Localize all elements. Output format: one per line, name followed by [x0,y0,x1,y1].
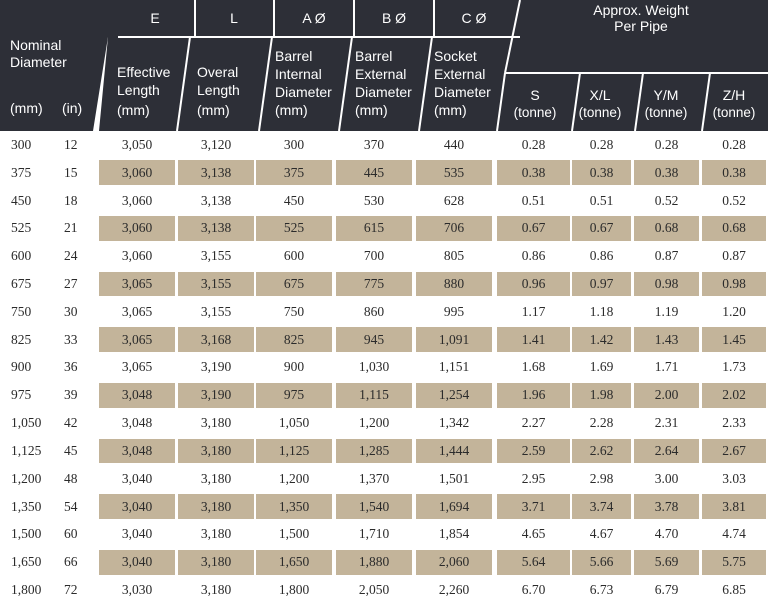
cell-socket-external-diameter: 1,501 [438,470,470,486]
table-row [0,326,768,354]
cell-barrel-internal-diameter: 1,500 [278,526,310,542]
cell-nominal-mm: 1,650 [11,554,42,570]
cell-nominal-in: 36 [64,359,78,375]
svg-text:(mm): (mm) [197,102,230,118]
cell-overal-length: 3,180 [200,415,232,431]
svg-text:(tonne): (tonne) [513,105,557,120]
cell-nominal-mm: 900 [11,359,32,375]
svg-text:Socket: Socket [434,48,477,64]
cell-nominal-in: 39 [64,387,78,403]
cell-weight-zh: 2.33 [722,415,746,431]
cell-weight-xl: 1.69 [589,359,614,375]
cell-socket-external-diameter: 1,444 [416,439,492,464]
cell-effective-length: 3,040 [99,494,175,519]
cell-overal-length: 3,155 [200,248,232,264]
cell-nominal-mm: 1,500 [11,526,42,542]
table-row [0,493,768,521]
svg-text:Y/M: Y/M [653,87,679,103]
svg-text:Diameter: Diameter [355,84,412,100]
cell-weight-s: 6.70 [521,582,546,598]
cell-weight-s: 1.96 [497,383,570,408]
svg-text:(tonne): (tonne) [578,105,622,120]
cell-weight-ym: 2.31 [654,415,679,431]
cell-weight-zh: 3.03 [722,470,746,486]
cell-weight-ym: 0.38 [634,160,699,185]
cell-effective-length: 3,065 [99,272,175,297]
svg-text:Overal: Overal [197,64,239,80]
cell-nominal-in: 42 [64,415,78,431]
cell-weight-ym: 0.52 [654,192,679,208]
cell-weight-xl: 2.28 [589,415,614,431]
cell-weight-s: 4.65 [521,526,546,542]
cell-weight-xl: 0.67 [572,216,631,241]
svg-text:Z/H: Z/H [722,87,746,103]
cell-nominal-mm: 450 [11,192,32,208]
table-row [0,298,768,326]
cell-overal-length: 3,190 [178,383,254,408]
cell-barrel-external-diameter: 615 [336,216,412,241]
cell-overal-length: 3,168 [178,327,254,352]
cell-nominal-in: 18 [64,192,78,208]
cell-weight-xl: 4.67 [589,526,614,542]
cell-weight-zh: 4.74 [722,526,746,542]
cell-effective-length: 3,030 [121,582,153,598]
weight-title-line-2: Per Pipe [614,18,668,34]
table-body [0,131,768,604]
cell-socket-external-diameter: 2,260 [438,582,470,598]
cell-weight-s: 0.67 [497,216,570,241]
cell-socket-external-diameter: 995 [443,303,465,319]
cell-weight-s: 2.59 [497,439,570,464]
cell-nominal-in: 15 [64,164,78,180]
cell-barrel-internal-diameter: 1,350 [256,494,332,519]
cell-overal-length: 3,190 [200,359,232,375]
svg-text:(mm): (mm) [275,102,308,118]
group-label-l: L [230,10,238,26]
group-label-a: A Ø [302,10,326,26]
table-row [0,214,768,242]
cell-nominal-mm: 1,125 [11,442,42,458]
cell-overal-length: 3,180 [178,494,254,519]
cell-barrel-external-diameter: 860 [363,303,385,319]
cell-effective-length: 3,040 [121,526,153,542]
svg-text:(mm): (mm) [355,102,388,118]
cell-weight-ym: 3.00 [654,470,679,486]
cell-weight-xl: 0.51 [589,192,614,208]
cell-overal-length: 3,138 [178,216,254,241]
cell-nominal-mm: 1,200 [11,470,42,486]
cell-weight-s: 1.17 [521,303,546,319]
cell-weight-s: 2.27 [521,415,546,431]
cell-socket-external-diameter: 805 [443,248,465,264]
cell-effective-length: 3,060 [99,160,175,185]
cell-barrel-external-diameter: 1,285 [336,439,412,464]
cell-nominal-in: 27 [64,276,78,291]
cell-effective-length: 3,060 [121,192,153,208]
cell-barrel-internal-diameter: 750 [283,303,305,319]
cell-barrel-external-diameter: 700 [363,248,385,264]
cell-barrel-external-diameter: 445 [336,160,412,185]
cell-socket-external-diameter: 1,854 [438,526,470,542]
group-label-e: E [150,10,160,26]
cell-weight-ym: 2.64 [634,439,699,464]
table-row [0,437,768,465]
cell-barrel-external-diameter: 1,880 [336,550,412,575]
cell-nominal-in: 60 [64,526,78,542]
cell-weight-ym: 1.71 [654,359,679,375]
weight-title-line-1: Approx. Weight [593,2,689,18]
cell-weight-ym: 5.69 [634,550,699,575]
cell-overal-length: 3,180 [178,550,254,575]
cell-nominal-in: 72 [64,582,78,598]
cell-nominal-in: 21 [64,220,78,236]
cell-barrel-internal-diameter: 450 [283,192,305,208]
cell-weight-s: 1.68 [521,359,546,375]
cell-weight-zh: 1.45 [702,327,766,352]
cell-nominal-mm: 1,050 [11,415,42,431]
svg-text:Barrel: Barrel [275,48,313,64]
cell-weight-xl: 1.18 [589,303,614,319]
cell-weight-ym: 0.28 [654,136,679,152]
cell-weight-ym: 1.43 [634,327,699,352]
svg-text:External: External [434,66,486,82]
cell-effective-length: 3,065 [121,303,153,319]
cell-weight-ym: 4.70 [654,526,679,542]
cell-effective-length: 3,048 [121,415,153,431]
cell-barrel-external-diameter: 2,050 [358,582,390,598]
cell-barrel-internal-diameter: 675 [256,272,332,297]
cell-nominal-in: 48 [64,470,78,486]
cell-barrel-internal-diameter: 1,050 [278,415,310,431]
nominal-unit-in: (in) [62,100,83,116]
table-row [0,548,768,576]
cell-overal-length: 3,180 [200,470,232,486]
cell-weight-xl: 2.98 [589,470,614,486]
cell-nominal-in: 33 [64,331,78,347]
cell-weight-ym: 2.00 [634,383,699,408]
cell-weight-s: 0.96 [497,272,570,297]
cell-weight-xl: 6.73 [589,582,614,598]
cell-socket-external-diameter: 535 [416,160,492,185]
cell-nominal-mm: 525 [11,220,32,236]
cell-nominal-mm: 1,800 [11,582,42,598]
cell-weight-zh: 1.20 [722,303,746,319]
cell-weight-ym: 0.98 [634,272,699,297]
cell-barrel-external-diameter: 1,030 [358,359,390,375]
cell-socket-external-diameter: 706 [416,216,492,241]
cell-barrel-external-diameter: 775 [336,272,412,297]
table-row [0,131,768,159]
cell-effective-length: 3,040 [99,550,175,575]
cell-overal-length: 3,155 [200,303,232,319]
cell-barrel-external-diameter: 1,200 [358,415,390,431]
cell-nominal-in: 66 [64,554,78,570]
cell-weight-zh: 1.73 [722,359,746,375]
cell-weight-s: 1.41 [497,327,570,352]
cell-barrel-external-diameter: 530 [363,192,385,208]
cell-nominal-mm: 600 [11,248,32,264]
cell-overal-length: 3,138 [200,192,232,208]
cell-nominal-mm: 375 [11,164,32,180]
svg-text:S: S [530,87,540,103]
cell-weight-s: 5.64 [497,550,570,575]
cell-barrel-internal-diameter: 900 [283,359,305,375]
cell-barrel-external-diameter: 370 [363,136,385,152]
cell-barrel-external-diameter: 1,540 [336,494,412,519]
cell-weight-xl: 3.74 [572,494,631,519]
cell-nominal-in: 45 [64,442,78,458]
cell-effective-length: 3,065 [99,327,175,352]
svg-text:Diameter: Diameter [434,84,491,100]
cell-weight-ym: 1.19 [654,303,679,319]
svg-text:Length: Length [117,82,160,98]
cell-nominal-in: 54 [64,498,78,514]
cell-weight-zh: 0.68 [702,216,766,241]
table-header [0,0,768,131]
table-row [0,576,768,604]
table-row [0,520,768,548]
cell-socket-external-diameter: 440 [443,136,465,152]
svg-text:Internal: Internal [275,66,322,82]
cell-barrel-internal-diameter: 525 [256,216,332,241]
cell-overal-length: 3,180 [200,582,232,598]
cell-weight-xl: 1.98 [572,383,631,408]
nominal-title-line-1: Nominal [10,37,62,53]
group-label-b: B Ø [381,10,407,26]
table-row [0,465,768,493]
cell-effective-length: 3,048 [99,439,175,464]
cell-nominal-in: 12 [64,136,78,152]
cell-weight-zh: 0.38 [702,160,766,185]
cell-weight-s: 2.95 [521,470,546,486]
cell-weight-xl: 0.28 [589,136,614,152]
cell-barrel-external-diameter: 1,710 [358,526,390,542]
cell-barrel-internal-diameter: 1,200 [278,470,310,486]
cell-nominal-mm: 975 [11,387,32,403]
table-row [0,409,768,437]
cell-socket-external-diameter: 880 [416,272,492,297]
cell-socket-external-diameter: 628 [443,192,465,208]
cell-weight-xl: 1.42 [572,327,631,352]
svg-text:(tonne): (tonne) [712,105,756,120]
cell-weight-xl: 0.86 [589,248,614,264]
cell-weight-ym: 0.68 [634,216,699,241]
cell-weight-zh: 3.81 [702,494,766,519]
cell-socket-external-diameter: 1,091 [416,327,492,352]
cell-nominal-mm: 1,350 [11,498,42,514]
svg-text:X/L: X/L [589,87,611,103]
table-row [0,242,768,270]
cell-overal-length: 3,180 [178,439,254,464]
cell-overal-length: 3,120 [200,136,232,152]
cell-socket-external-diameter: 1,342 [438,415,470,431]
cell-weight-s: 0.86 [521,248,546,264]
cell-socket-external-diameter: 1,694 [416,494,492,519]
cell-overal-length: 3,180 [200,526,232,542]
cell-weight-s: 0.38 [497,160,570,185]
cell-weight-xl: 0.38 [572,160,631,185]
cell-weight-s: 3.71 [497,494,570,519]
cell-weight-zh: 6.85 [722,582,746,598]
cell-barrel-internal-diameter: 975 [256,383,332,408]
cell-weight-s: 0.51 [521,192,546,208]
cell-weight-s: 0.28 [521,136,546,152]
svg-text:Effective: Effective [117,64,171,80]
svg-text:(mm): (mm) [117,102,150,118]
cell-weight-zh: 0.28 [722,136,746,152]
cell-nominal-in: 24 [64,248,78,264]
cell-nominal-mm: 300 [11,136,32,152]
cell-weight-zh: 0.87 [722,248,746,264]
table-row [0,381,768,409]
cell-weight-ym: 0.87 [654,248,679,264]
cell-nominal-mm: 750 [11,303,32,319]
nominal-unit-mm: (mm) [10,100,43,116]
svg-text:(mm): (mm) [434,102,467,118]
cell-barrel-external-diameter: 945 [336,327,412,352]
cell-barrel-internal-diameter: 300 [283,136,305,152]
cell-effective-length: 3,040 [121,470,153,486]
table-row [0,159,768,187]
cell-socket-external-diameter: 1,151 [438,359,470,375]
cell-barrel-internal-diameter: 825 [256,327,332,352]
cell-socket-external-diameter: 1,254 [416,383,492,408]
cell-effective-length: 3,060 [121,248,153,264]
cell-weight-ym: 3.78 [634,494,699,519]
svg-text:Length: Length [197,82,240,98]
cell-nominal-mm: 675 [11,276,32,291]
cell-barrel-internal-diameter: 600 [283,248,305,264]
cell-effective-length: 3,050 [121,136,153,152]
cell-barrel-external-diameter: 1,370 [358,470,390,486]
cell-weight-zh: 0.52 [722,192,746,208]
cell-weight-ym: 6.79 [654,582,679,598]
cell-weight-xl: 0.97 [572,272,631,297]
svg-text:External: External [355,66,407,82]
cell-effective-length: 3,048 [99,383,175,408]
table-row [0,187,768,215]
cell-overal-length: 3,138 [178,160,254,185]
cell-weight-xl: 5.66 [572,550,631,575]
cell-barrel-internal-diameter: 375 [256,160,332,185]
svg-text:(tonne): (tonne) [644,105,688,120]
svg-text:Diameter: Diameter [275,84,332,100]
cell-weight-xl: 2.62 [572,439,631,464]
nominal-title-line-2: Diameter [10,54,67,70]
cell-effective-length: 3,060 [99,216,175,241]
svg-text:Barrel: Barrel [355,48,393,64]
cell-barrel-internal-diameter: 1,125 [256,439,332,464]
cell-barrel-internal-diameter: 1,650 [256,550,332,575]
table-row [0,270,768,298]
cell-weight-zh: 5.75 [702,550,766,575]
cell-overal-length: 3,155 [178,272,254,297]
cell-effective-length: 3,065 [121,359,153,375]
cell-barrel-internal-diameter: 1,800 [278,582,310,598]
cell-weight-zh: 0.98 [702,272,766,297]
table-row [0,354,768,382]
cell-weight-zh: 2.02 [702,383,766,408]
cell-nominal-mm: 825 [11,331,32,347]
cell-socket-external-diameter: 2,060 [416,550,492,575]
cell-barrel-external-diameter: 1,115 [336,383,412,408]
cell-weight-zh: 2.67 [702,439,766,464]
cell-nominal-in: 30 [64,303,78,319]
group-label-c: C Ø [461,10,487,26]
